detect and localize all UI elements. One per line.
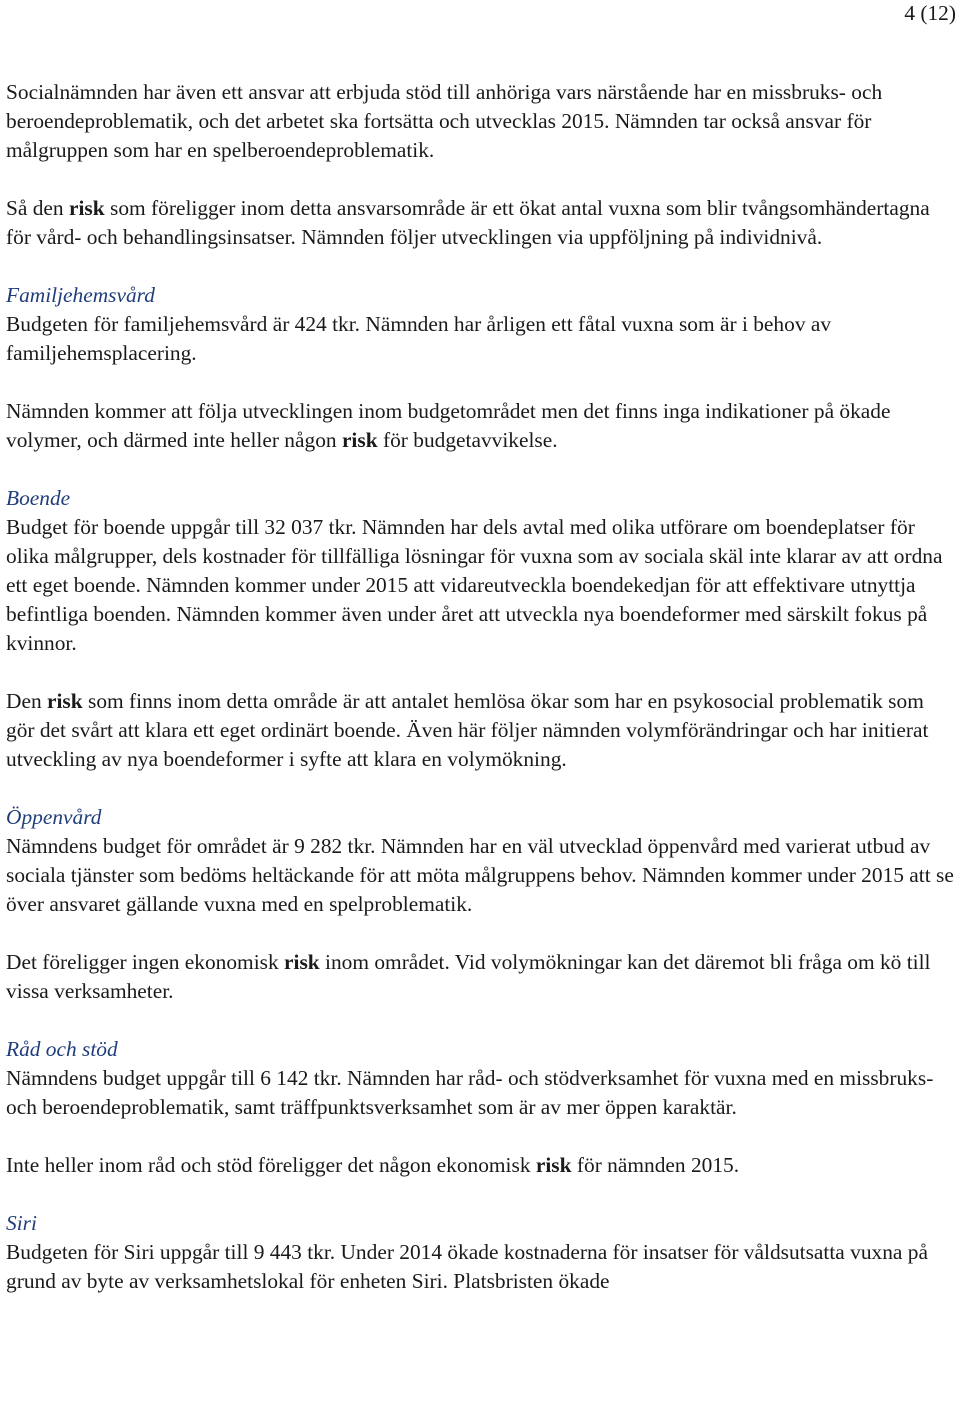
- section-heading: Råd och stöd: [6, 1037, 118, 1061]
- section-paragraph: Det föreligger ingen ekonomisk risk inom området. Vid volymökningar kan det däremot bli fråga om kö till vissa verksamheter.: [6, 950, 931, 1003]
- risk-keyword: risk: [68, 196, 105, 220]
- section-paragraph: Inte heller inom råd och stöd föreligger det någon ekonomisk risk för nämnden 2015.: [6, 1153, 740, 1177]
- section-paragraph: Budget för boende uppgår till 32 037 tkr. Nämnden har dels avtal med olika utförare om boendeplatser för olika målgrupper, dels kostnader för tillfälliga lösningar för vuxna som av sociala skäl inte klarar av att ordna ett eget boende. Nämnden kommer under 2015 att vidareutveckla boendekedjan för att effektivare utnyttja befintliga boenden. Nämnden kommer även under året att utveckla nya boendeformer med särskilt fokus på kvinnor.: [6, 515, 943, 655]
- section-familjehemsvard: [6, 281, 956, 455]
- section-oppenvard: [6, 803, 956, 1006]
- section-heading: Siri: [6, 1211, 37, 1235]
- section-rad-och-stod: [6, 1035, 956, 1180]
- intro-paragraph-1: Socialnämnden har även ett ansvar att erbjuda stöd till anhöriga vars närstående har en missbruks- och beroendeproblematik, och det arbetet ska fortsätta och utvecklas 2015. Nämnden tar också ansvar för målgruppen som har en spelberoendeproblematik.: [6, 80, 883, 162]
- section-heading: Familjehemsvård: [6, 283, 155, 307]
- risk-keyword: risk: [284, 950, 320, 974]
- section-paragraph: Nämndens budget för området är 9 282 tkr. Nämnden har en väl utvecklad öppenvård med varierat utbud av sociala tjänster som bedöms heltäckande för att möta målgruppens behov. Nämnden kommer under 2015 att se över ansvaret gällande vuxna med en spelproblematik.: [6, 834, 954, 916]
- risk-keyword: risk: [47, 689, 83, 713]
- document-body: [6, 78, 956, 1296]
- risk-keyword: risk: [341, 428, 378, 452]
- section-heading: Boende: [6, 486, 71, 510]
- section-boende: [6, 484, 956, 774]
- page-number: 4 (12): [904, 1, 956, 25]
- section-paragraph: Den risk som finns inom detta område är att antalet hemlösa ökar som har en psykosocial problematik som gör det svårt att klara ett eget ordinärt boende. Även här följer nämnden volymförändringar och har initierat utveckling av nya boendeformer i syfte att klara en volymökning.: [6, 689, 929, 771]
- section-siri: [6, 1209, 956, 1296]
- section-paragraph: Nämnden kommer att följa utvecklingen inom budgetområdet men det finns inga indikationer på ökade volymer, och därmed inte heller någon risk för budgetavvikelse.: [6, 399, 891, 452]
- risk-keyword: risk: [535, 1153, 572, 1177]
- section-paragraph: Nämndens budget uppgår till 6 142 tkr. Nämnden har råd- och stödverksamhet för vuxna med en missbruks- och beroendeproblematik, samt träffpunktsverksamhet som är av mer öppen karaktär.: [6, 1066, 934, 1119]
- section-paragraph: Budgeten för familjehemsvård är 424 tkr. Nämnden har årligen ett fåtal vuxna som är i behov av familjehemsplacering.: [6, 312, 832, 365]
- section-heading: Öppenvård: [6, 805, 102, 829]
- section-paragraph: Budgeten för Siri uppgår till 9 443 tkr. Under 2014 ökade kostnaderna för insatser för våldsutsatta vuxna på grund av byte av verksamhetslokal för enheten Siri. Platsbristen ökade: [6, 1240, 928, 1293]
- intro-paragraph-2: Så den risk som föreligger inom detta ansvarsområde är ett ökat antal vuxna som blir tvångsomhändertagna för vård- och behandlingsinsatser. Nämnden följer utvecklingen via uppföljning på individnivå.: [6, 196, 930, 249]
